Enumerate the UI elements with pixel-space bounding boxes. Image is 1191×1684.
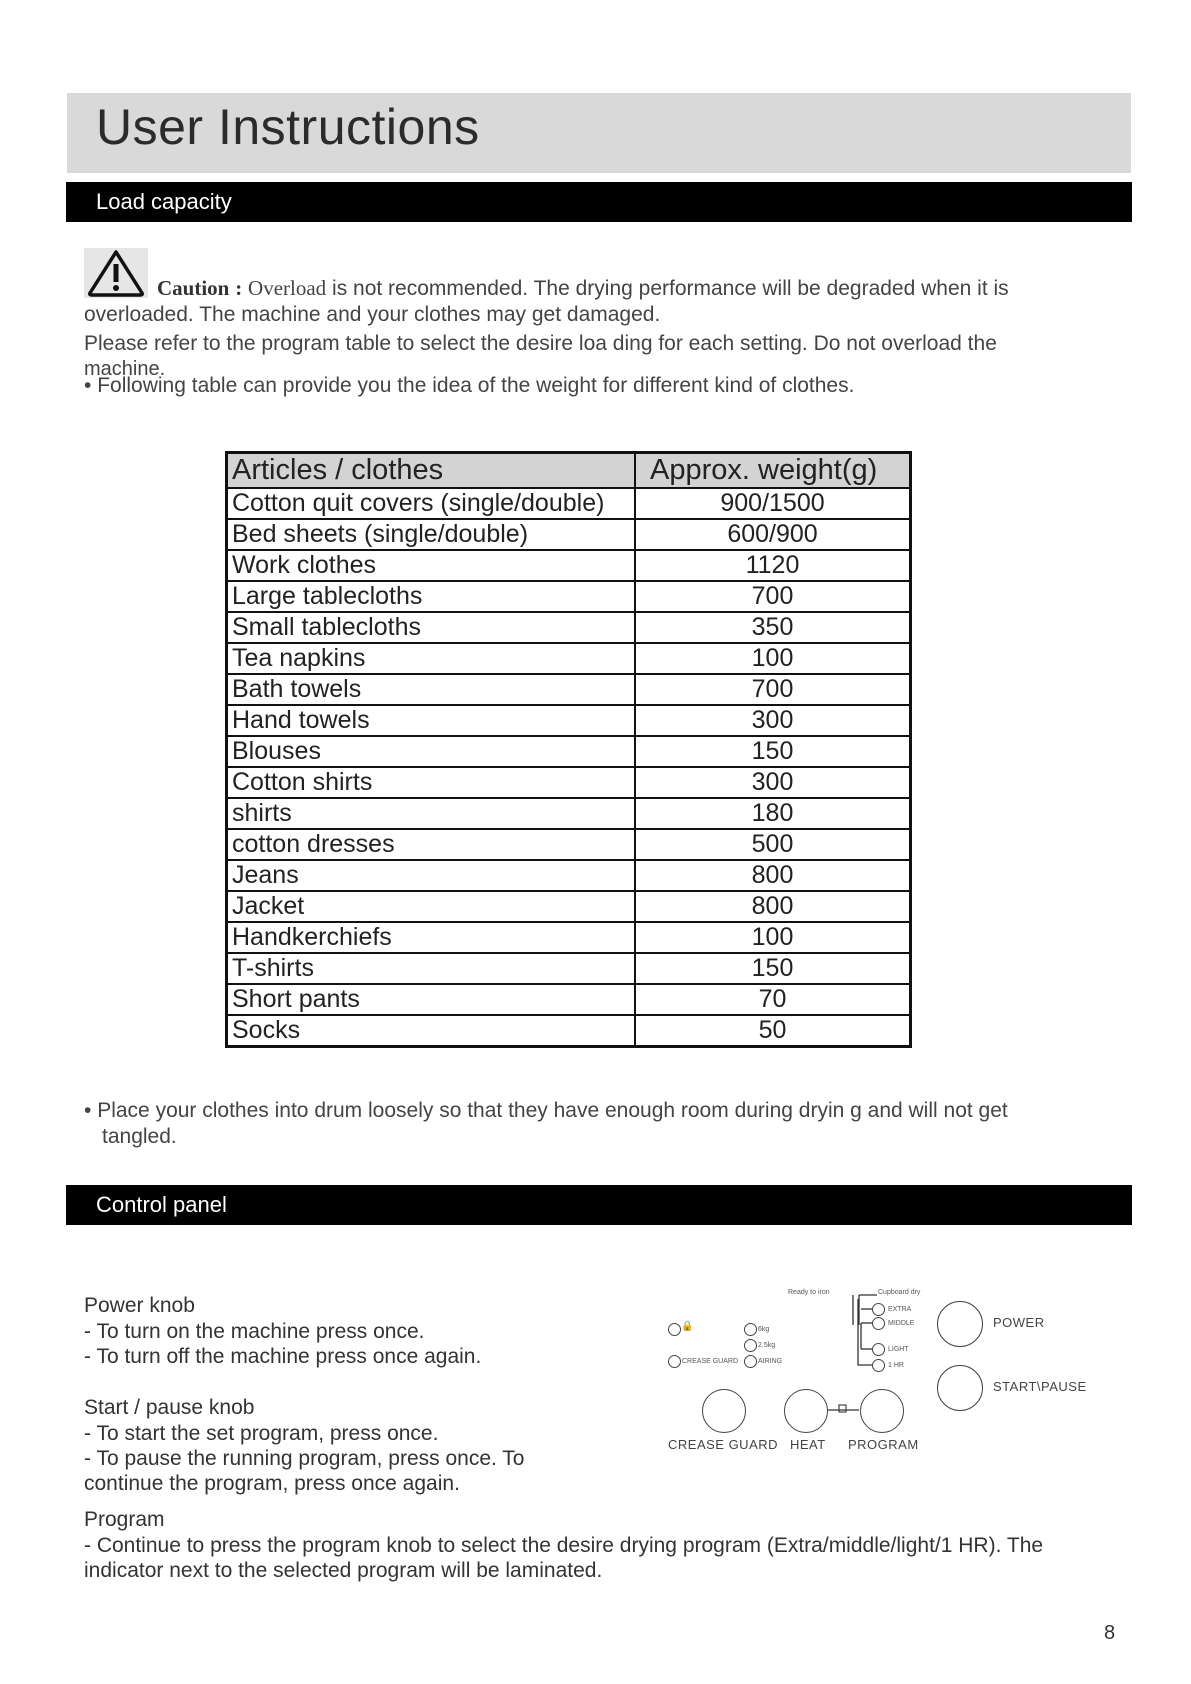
placement-note-line-2: tangled. [102,1125,177,1148]
weight-cell: 100 [635,643,911,674]
six-kg-label: 6kg [758,1326,770,1333]
weight-cell: 350 [635,612,911,643]
article-cell: Bath towels [227,674,636,705]
article-cell: Small tablecloths [227,612,636,643]
light-label: LIGHT [888,1346,909,1353]
article-cell: cotton dresses [227,829,636,860]
power-knob-title: Power knob [84,1294,195,1317]
child-lock-indicator [668,1323,681,1336]
caution-line-4: machine. [84,358,166,380]
extra-label: EXTRA [888,1306,912,1313]
table-row [227,922,911,953]
article-cell: Bed sheets (single/double) [227,519,636,550]
table-row [227,705,911,736]
weight-cell: 800 [635,891,911,922]
control-panel-diagram [660,1285,1100,1460]
overload-word: Overload [248,276,327,300]
caution-line-2: overloaded. The machine and your clothes may get damaged. [84,303,661,326]
table-header-row [227,453,911,489]
two-five-kg-indicator [744,1339,757,1352]
warning-icon [84,248,148,298]
load-capacity-heading: Load capacity [96,189,232,214]
start-pause-knob[interactable] [937,1365,983,1411]
one-hr-label: 1 HR [888,1362,904,1369]
program-line-1: - Continue to press the program knob to select the desire drying program (Extra/middle/light/1 HR). The [84,1534,1044,1557]
six-kg-indicator [744,1323,757,1336]
table-row [227,891,911,922]
weight-cell: 300 [635,705,911,736]
weight-cell: 700 [635,674,911,705]
table-row [227,953,911,984]
placement-note: • Place your clothes into drum loosely so that they have enough room during dryin g and will not get [84,1099,1008,1122]
power-label: POWER [993,1315,1045,1330]
ready-to-iron-label: Ready to iron [788,1289,830,1296]
article-cell: Blouses [227,736,636,767]
crease-guard-knob[interactable] [702,1389,746,1433]
two-five-kg-label: 2.5kg [758,1342,776,1349]
caution-icon-box [84,248,148,298]
article-cell: Jacket [227,891,636,922]
weight-cell: 150 [635,953,911,984]
page-title: User Instructions [96,99,480,155]
program-line-2: indicator next to the selected program will be laminated. [84,1559,603,1582]
article-cell: Cotton quit covers (single/double) [227,488,636,519]
start-pause-line-2: - To pause the running program, press once. To [84,1447,525,1470]
crease-guard-indicator [668,1355,681,1368]
weight-cell: 1120 [635,550,911,581]
table-row [227,550,911,581]
weight-cell: 50 [635,1015,911,1047]
power-knob[interactable] [937,1301,983,1347]
lock-icon: 🔒 [681,1321,694,1332]
airing-indicator [744,1355,757,1368]
weight-cell: 700 [635,581,911,612]
header-articles: Articles / clothes [227,453,636,489]
table-row [227,829,911,860]
weight-cell: 180 [635,798,911,829]
start-pause-title: Start / pause knob [84,1396,255,1419]
start-pause-label: START\PAUSE [993,1379,1087,1394]
control-panel-heading: Control panel [96,1192,227,1217]
power-knob-line-1: - To turn on the machine press once. [84,1320,425,1343]
program-knob[interactable] [860,1389,904,1433]
table-row [227,519,911,550]
table-row [227,984,911,1015]
middle-label: MIDDLE [888,1320,915,1327]
table-row [227,860,911,891]
weight-cell: 300 [635,767,911,798]
bullet: • [84,374,92,397]
header-weight: Approx. weight(g) [635,453,911,489]
heat-label: HEAT [790,1437,826,1452]
table-row [227,767,911,798]
table-row [227,643,911,674]
caution-label: Caution [157,276,230,300]
article-cell: Large tablecloths [227,581,636,612]
table-row [227,581,911,612]
article-cell: Work clothes [227,550,636,581]
caution-line-1: Caution : Overload is not recommended. The drying performance will be degraded when it is [157,276,1009,300]
extra-indicator [872,1303,885,1316]
article-cell: T-shirts [227,953,636,984]
weight-cell: 100 [635,922,911,953]
crease-guard-small-label: CREASE GUARD [682,1358,739,1365]
weight-cell: 150 [635,736,911,767]
table-row [227,736,911,767]
table-row [227,798,911,829]
article-cell: Tea napkins [227,643,636,674]
table-row [227,1015,911,1047]
light-indicator [872,1343,885,1356]
table-row [227,488,911,519]
program-title: Program [84,1508,165,1531]
weight-cell: 600/900 [635,519,911,550]
power-knob-line-2: - To turn off the machine press once again. [84,1345,482,1368]
table-intro: • Following table can provide you the idea of the weight for different kind of clothes. [84,374,855,397]
article-cell: Cotton shirts [227,767,636,798]
article-cell: Hand towels [227,705,636,736]
article-cell: Jeans [227,860,636,891]
weight-cell: 900/1500 [635,488,911,519]
start-pause-line-3: continue the program, press once again. [84,1472,460,1495]
weights-table [225,451,912,1048]
middle-indicator [872,1317,885,1330]
one-hr-indicator [872,1359,885,1372]
weight-cell: 70 [635,984,911,1015]
heat-knob[interactable] [784,1389,828,1433]
table-row [227,674,911,705]
article-cell: shirts [227,798,636,829]
table-row [227,612,911,643]
weight-cell: 500 [635,829,911,860]
cupboard-dry-label: Cupboard dry [878,1289,921,1296]
article-cell: Short pants [227,984,636,1015]
weight-cell: 800 [635,860,911,891]
page-number: 8 [1104,1622,1116,1644]
crease-guard-label: CREASE GUARD [668,1437,779,1452]
article-cell: Handkerchiefs [227,922,636,953]
article-cell: Socks [227,1015,636,1047]
program-label: PROGRAM [848,1437,919,1452]
caution-line-3: Please refer to the program table to select the desire loa ding for each setting. Do not overload the [84,332,997,355]
airing-label: AIRING [758,1358,783,1365]
start-pause-line-1: - To start the set program, press once. [84,1422,439,1445]
